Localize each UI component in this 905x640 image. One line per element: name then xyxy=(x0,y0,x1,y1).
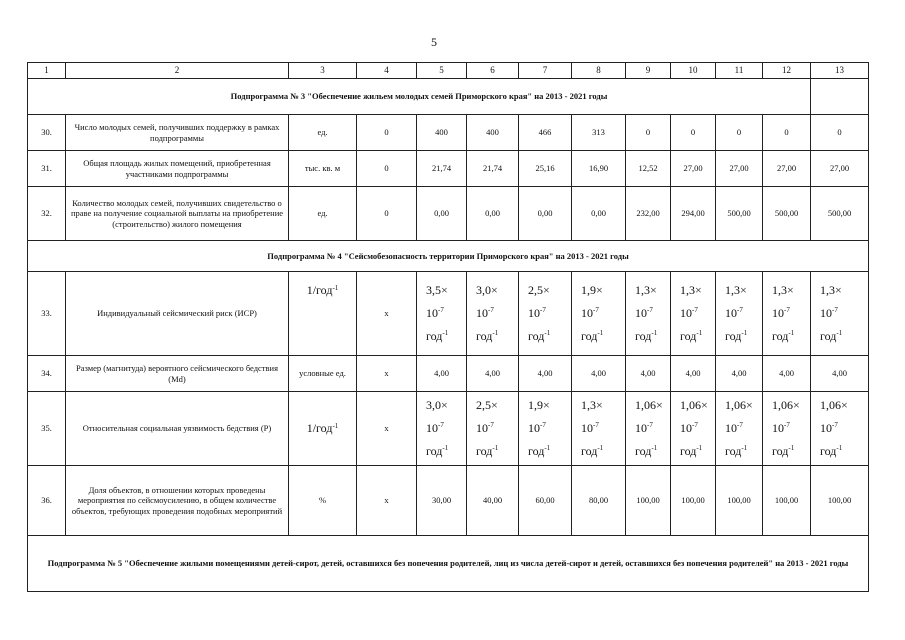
sci-value-cell: 1,3× $10^{-7}$ год$^{-1}$ xyxy=(626,272,671,356)
sci-value-cell: 3,0× $10^{-7}$ год$^{-1}$ xyxy=(467,272,519,356)
col-header: 3 xyxy=(289,63,357,79)
sci-value-cell: 1,06× $10^{-7}$ год$^{-1}$ xyxy=(811,392,869,466)
section-row xyxy=(28,79,869,115)
page-number: 5 xyxy=(431,35,437,49)
sci-value-cell: 1,9× $10^{-7}$ год$^{-1}$ xyxy=(572,272,626,356)
table-row: 32. Количество молодых семей, получивших свидетельство о праве на получение социальной выплаты на приобретение (строительство) жилого помещения ед. 0 0,00 0,00 0,00 0,00 232,00 294,00 500,00 500,00 500,00 xyxy=(28,187,869,241)
sci-value-cell: 2,5× $10^{-7}$ год$^{-1}$ xyxy=(519,272,572,356)
section-title-5: Подпрограмма № 5 "Обеспечение жилыми помещениями детей-сирот, детей, оставшихся без попечения родителей, лиц из числа детей-сирот и детей, оставшихся без попечения родителей" на 2013 - 2021 годы xyxy=(28,536,869,592)
table-row: 34. Размер (магнитуда) вероятного сейсмического бедствия (Md) условные ед. х 4,00 4,00 4,00 4,00 4,00 4,00 4,00 4,00 4,00 xyxy=(28,356,869,392)
col-header: 10 xyxy=(671,63,716,79)
sci-value-cell: 1,3× $10^{-7}$ год$^{-1}$ xyxy=(811,272,869,356)
header-row xyxy=(28,63,869,79)
sci-value-cell: 1,3× $10^{-7}$ год$^{-1}$ xyxy=(671,272,716,356)
table-row: 35. Относительная социальная уязвимость бедствия (Р) 1/год$^{-1}$ х 3,0× $10^{-7}$ год$^{-1}$ 2,5× $10^{-7}$ год$^{-1}$ 1,9× $10^{-7}$ год$^{-1}$ 1,3× $10^{-7}$ год$^{-1}$ 1,06× $10^{-7}$ год$^{-1}$ 1,06× $10^{-7}$ год$^{-1}$ 1,06× $10^{-7}$ год$^{-1}$ 1,06× $10^{-7}$ год$^{-1}$ 1,06× $10^{-7}$ год$^{-1}$ xyxy=(28,392,869,466)
col-header: 5 xyxy=(417,63,467,79)
col-header: 12 xyxy=(763,63,811,79)
col-header: 4 xyxy=(357,63,417,79)
sci-value-cell: 1,06× $10^{-7}$ год$^{-1}$ xyxy=(626,392,671,466)
section-row xyxy=(28,241,869,272)
col-header: 8 xyxy=(572,63,626,79)
table-row: 30. Число молодых семей, получивших поддержку в рамках подпрограммы ед. 0 400 400 466 313 0 0 0 0 0 xyxy=(28,115,869,151)
col-header: 7 xyxy=(519,63,572,79)
sci-value-cell: 1,06× $10^{-7}$ год$^{-1}$ xyxy=(763,392,811,466)
section-title-3: Подпрограмма № 3 "Обеспечение жильем молодых семей Приморского края" на 2013 - 2021 годы xyxy=(28,79,811,115)
sci-value-cell: 1,9× $10^{-7}$ год$^{-1}$ xyxy=(519,392,572,466)
section-row xyxy=(28,536,869,592)
col-header: 1 xyxy=(28,63,66,79)
sci-value-cell: 1,06× $10^{-7}$ год$^{-1}$ xyxy=(671,392,716,466)
sci-value-cell: 2,5× $10^{-7}$ год$^{-1}$ xyxy=(467,392,519,466)
indicators-table xyxy=(27,62,869,592)
table-row: 33. Индивидуальный сейсмический риск (ИСР) 1/год$^{-1}$ х 3,5× $10^{-7}$ год$^{-1}$ 3,0× $10^{-7}$ год$^{-1}$ 2,5× $10^{-7}$ год$^{-1}$ 1,9× $10^{-7}$ год$^{-1}$ 1,3× $10^{-7}$ год$^{-1}$ 1,3× $10^{-7}$ год$^{-1}$ 1,3× $10^{-7}$ год$^{-1}$ 1,3× $10^{-7}$ год$^{-1}$ 1,3× $10^{-7}$ год$^{-1}$ xyxy=(28,272,869,356)
sci-value-cell: 1,3× $10^{-7}$ год$^{-1}$ xyxy=(763,272,811,356)
sci-value-cell: 3,5× $10^{-7}$ год$^{-1}$ xyxy=(417,272,467,356)
sci-value-cell: 1,3× $10^{-7}$ год$^{-1}$ xyxy=(716,272,763,356)
table-row: 31. Общая площадь жилых помещений, приобретенная участниками подпрограммы тыс. кв. м 0 21,74 21,74 25,16 16,90 12,52 27,00 27,00 27,00 27,00 xyxy=(28,151,869,187)
col-header: 6 xyxy=(467,63,519,79)
table-row: 36. Доля объектов, в отношении которых проведены мероприятия по сейсмоусилению, в общем количестве объектов, требующих проведения подобных мероприятий % х 30,00 40,00 60,00 80,00 100,00 100,00 100,00 100,00 100,00 xyxy=(28,466,869,536)
sci-value-cell: 1,3× $10^{-7}$ год$^{-1}$ xyxy=(572,392,626,466)
sci-value-cell: 3,0× $10^{-7}$ год$^{-1}$ xyxy=(417,392,467,466)
col-header: 2 xyxy=(66,63,289,79)
sci-value-cell: 1,06× $10^{-7}$ год$^{-1}$ xyxy=(716,392,763,466)
col-header: 13 xyxy=(811,63,869,79)
col-header: 11 xyxy=(716,63,763,79)
col-header: 9 xyxy=(626,63,671,79)
section-title-4: Подпрограмма № 4 "Сейсмобезопасность территории Приморского края" на 2013 - 2021 годы xyxy=(28,241,869,272)
